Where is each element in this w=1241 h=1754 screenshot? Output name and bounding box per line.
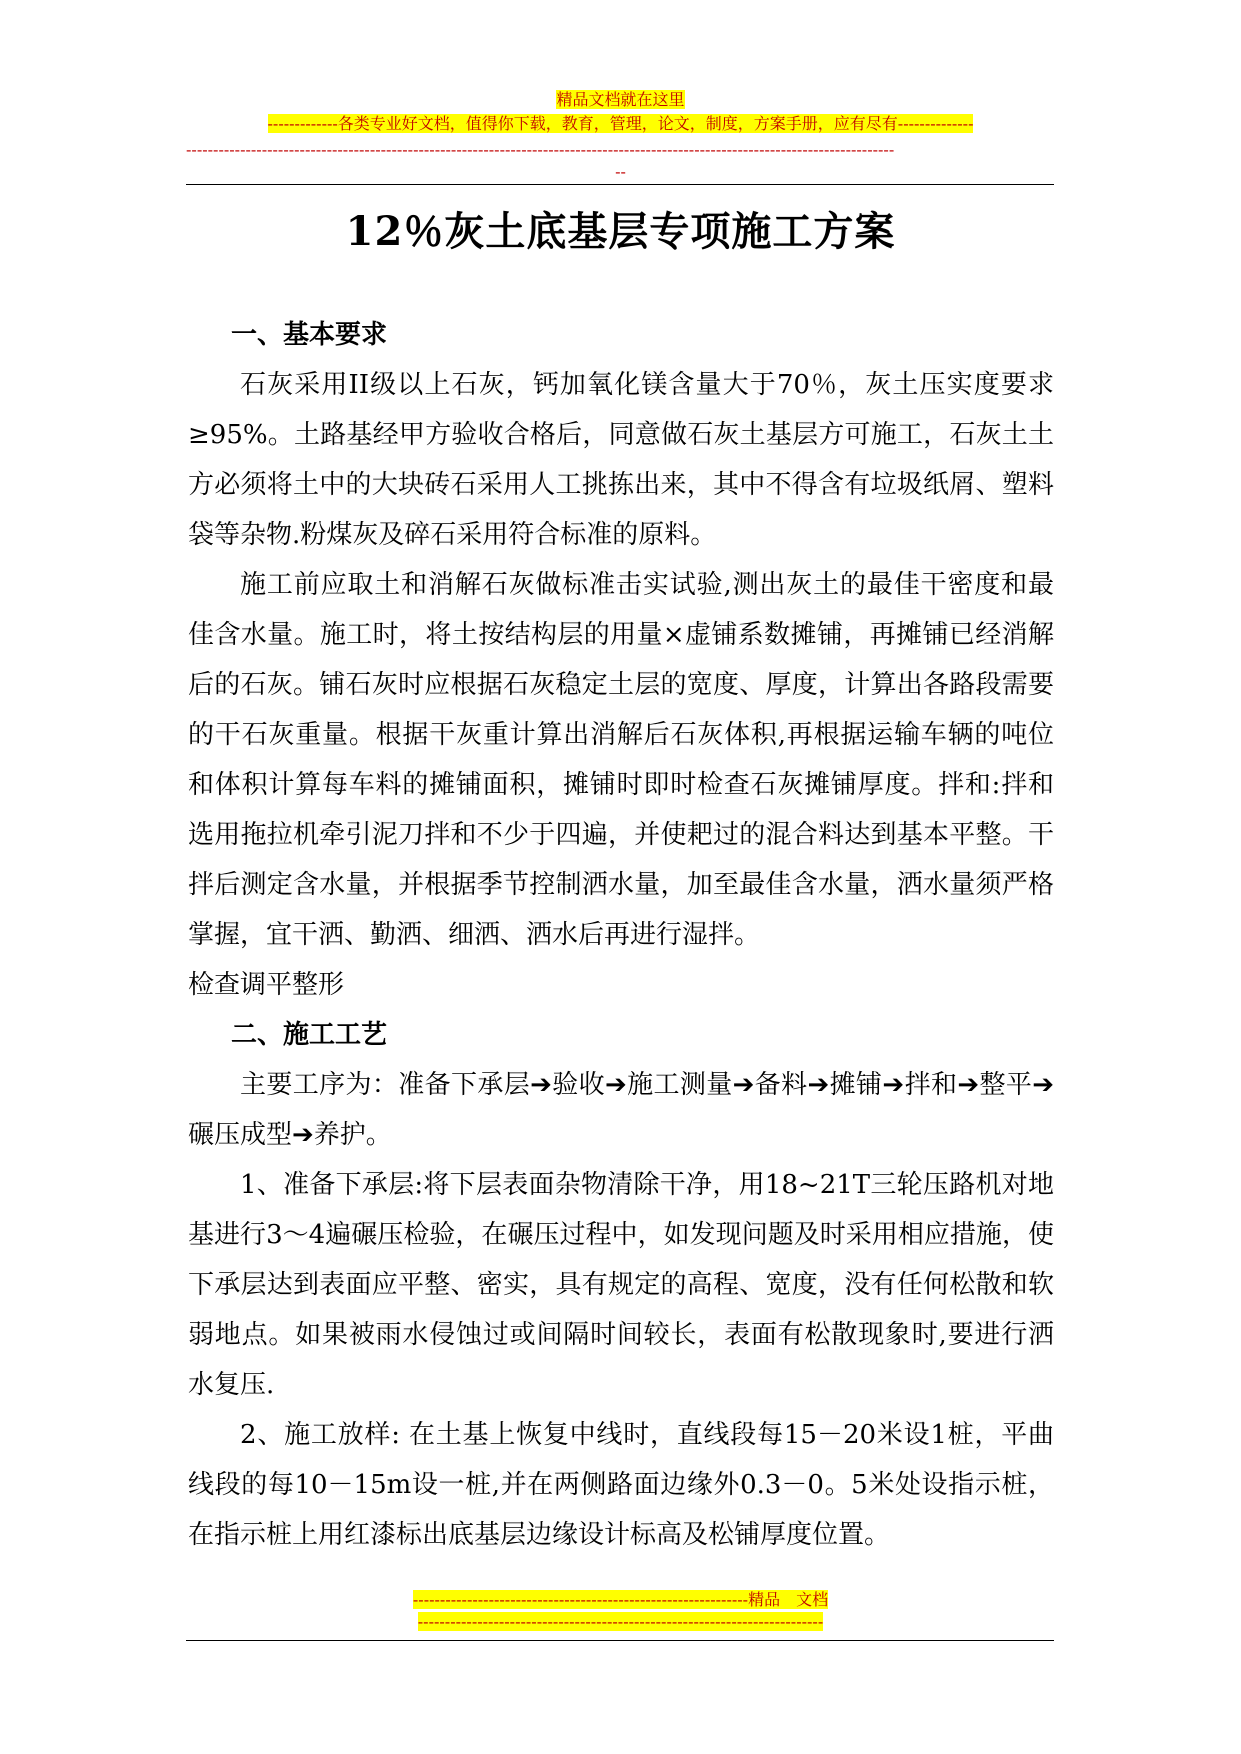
header-line-2-text: -------------各类专业好文档，值得你下载，教育，管理，论文，制度，方案手册，应有尽有-------------- <box>267 114 974 133</box>
footer-rule <box>186 1640 1054 1641</box>
footer-line-2-text: --------------------------------------------------------------------------- <box>417 1612 824 1631</box>
header-line-3: ----------------------------------------------------------------------------------------------------------------------------------- <box>186 140 895 159</box>
section-2-paragraph-2: 1、准备下承层:将下层表面杂物清除干净，用18~21T三轮压路机对地基进行3～4遍碾压检验，在碾压过程中，如发现问题及时采用相应措施，使下承层达到表面应平整、密实，具有规定的高程、宽度，没有任何松散和软弱地点。如果被雨水侵蚀过或间隔时间较长，表面有松散现象时,要进行洒水复压. <box>188 1170 1054 1400</box>
header-rule <box>186 184 1054 185</box>
section-2-paragraph-3: 2、施工放样: 在土基上恢复中线时，直线段每15－20米设1桩，平曲线段的每10－15m设一桩,并在两侧路面边缘外0.3－0。5米处设指示桩，在指示桩上用红漆标出底基层边缘设计标高及松铺厚度位置。 <box>188 1420 1054 1550</box>
header-line-1 <box>0 90 1241 110</box>
document-title: 12％灰土底基层专项施工方案 <box>345 208 896 255</box>
section-1-paragraph-3: 检查调平整形 <box>188 970 345 1000</box>
footer-line-1 <box>0 1590 1241 1610</box>
header-line-2 <box>0 114 1241 134</box>
section-2-heading: 二、施工工艺 <box>231 1020 388 1050</box>
section-1-paragraph-1: 石灰采用II级以上石灰，钙加氧化镁含量大于70％，灰土压实度要求≥95%。土路基经甲方验收合格后，同意做石灰土基层方可施工，石灰土土方必须将土中的大块砖石采用人工挑拣出来，其中不得含有垃圾纸屑、塑料袋等杂物.粉煤灰及碎石采用符合标准的原料。 <box>188 370 1054 550</box>
header-line-4: -- <box>615 162 626 181</box>
header-line-1-text: 精品文档就在这里 <box>556 90 685 109</box>
footer-line-2 <box>0 1612 1241 1632</box>
document-body <box>188 310 1054 1560</box>
section-2-paragraph-1: 主要工序为：准备下承层➔验收➔施工测量➔备料➔摊铺➔拌和➔整平➔碾压成型➔养护。 <box>188 1070 1054 1150</box>
section-1-heading: 一、基本要求 <box>231 320 388 350</box>
footer-line-1-text: --------------------------------------------------------------精品 文档 <box>412 1590 829 1609</box>
section-1-paragraph-2: 施工前应取土和消解石灰做标准击实试验,测出灰土的最佳干密度和最佳含水量。施工时，将土按结构层的用量×虚铺系数摊铺，再摊铺已经消解后的石灰。铺石灰时应根据石灰稳定土层的宽度、厚度，计算出各路段需要的干石灰重量。根据干灰重计算出消解后石灰体积,再根据运输车辆的吨位和体积计算每车料的摊铺面积，摊铺时即时检查石灰摊铺厚度。拌和:拌和选用拖拉机牵引泥刀拌和不少于四遍，并使耙过的混合料达到基本平整。干拌后测定含水量，并根据季节控制洒水量，加至最佳含水量，洒水量须严格掌握，宜干洒、勤洒、细洒、洒水后再进行湿拌。 <box>188 570 1054 950</box>
